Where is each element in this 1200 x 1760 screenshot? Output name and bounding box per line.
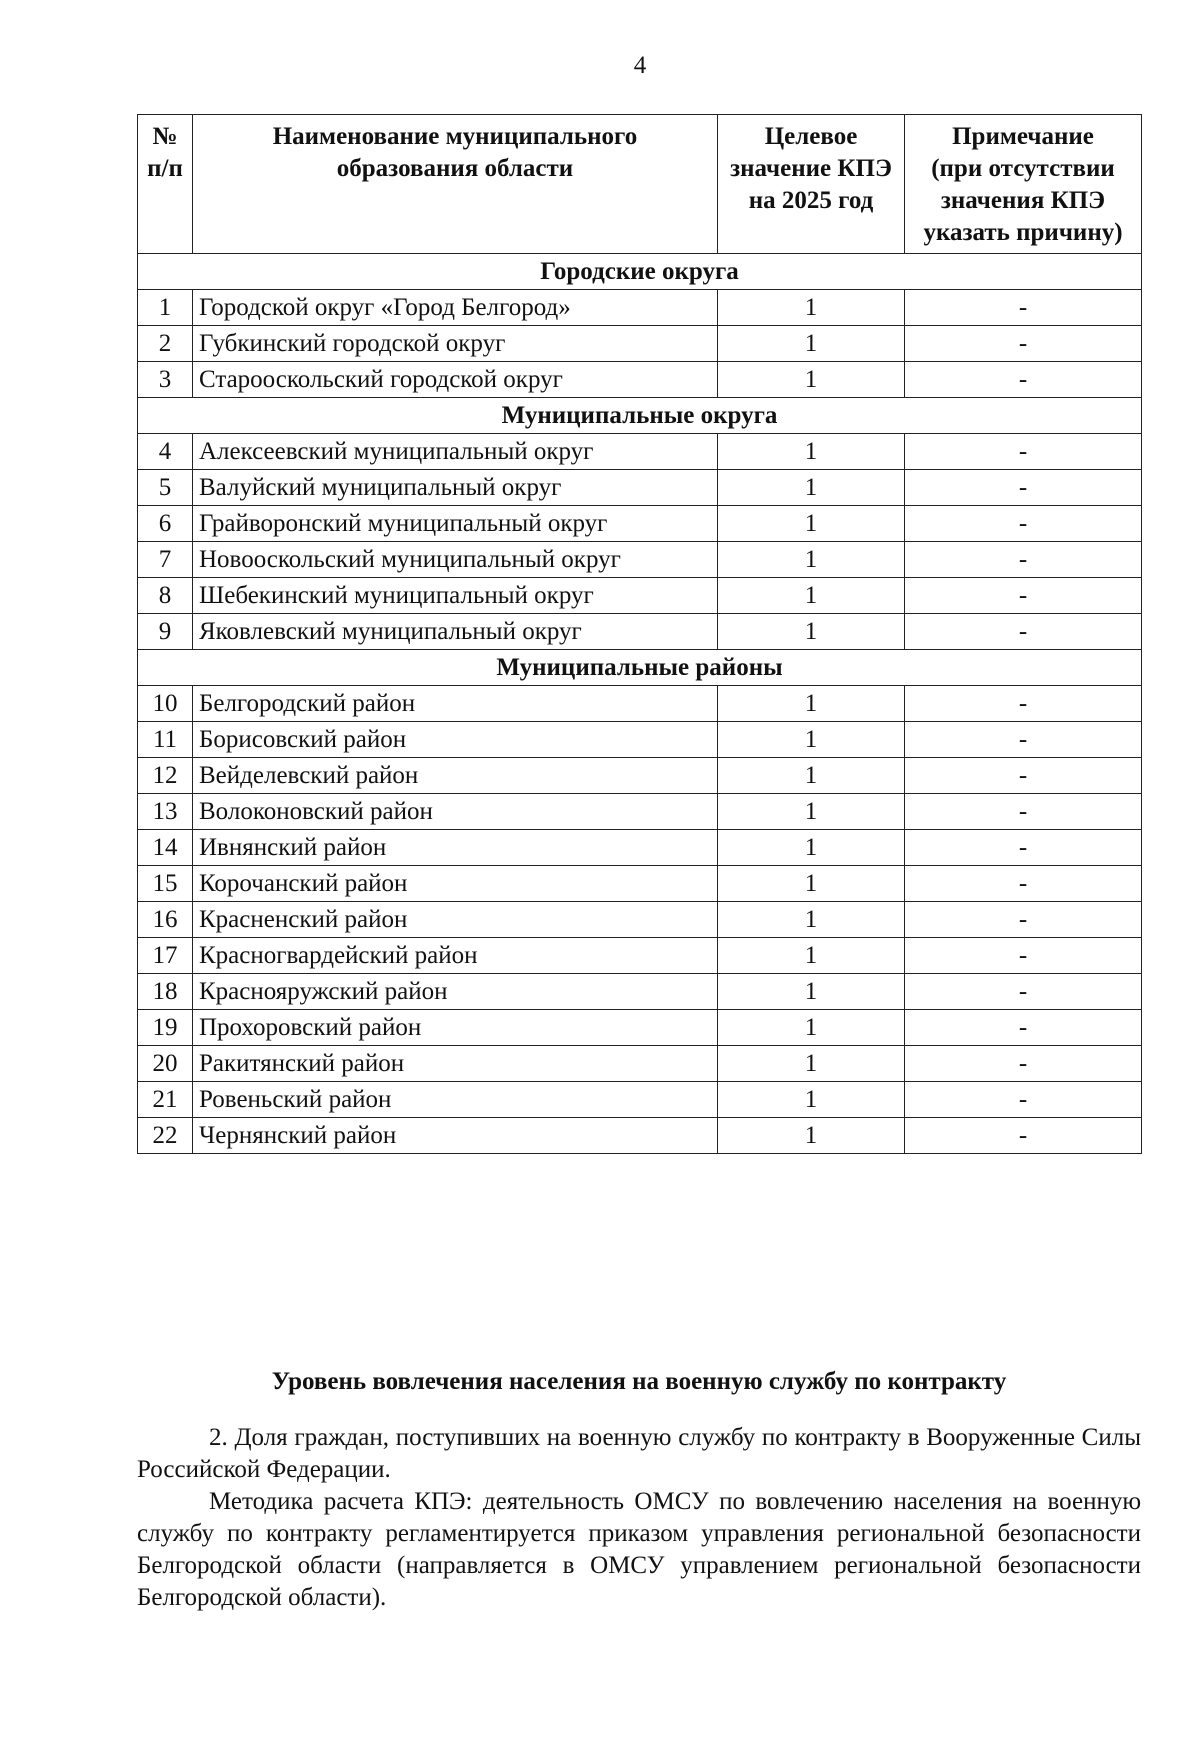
target-value: 1 xyxy=(718,470,905,506)
municipality-name: Новооскольский муниципальный округ xyxy=(193,542,718,578)
row-number: 16 xyxy=(138,902,193,938)
municipality-name: Белгородский район xyxy=(193,686,718,722)
target-value: 1 xyxy=(718,614,905,650)
paragraph-methodology: Методика расчета КПЭ: деятельность ОМСУ по вовлечению населения на военную службу по контракту регламентируется приказом управления региональной безопасности Белгородской области (направляется в ОМСУ управлением региональной безопасности Белгородской области). xyxy=(137,1488,1141,1611)
target-value: 1 xyxy=(718,794,905,830)
municipality-name: Корочанский район xyxy=(193,866,718,902)
target-value: 1 xyxy=(718,902,905,938)
row-note: - xyxy=(905,1118,1142,1154)
table-row xyxy=(138,902,1142,938)
row-number: 13 xyxy=(138,794,193,830)
row-number: 10 xyxy=(138,686,193,722)
row-note: - xyxy=(905,938,1142,974)
row-number: 18 xyxy=(138,974,193,1010)
table-row xyxy=(138,686,1142,722)
municipality-name: Ракитянский район xyxy=(193,1046,718,1082)
table-row xyxy=(138,290,1142,326)
municipality-name: Шебекинский муниципальный округ xyxy=(193,578,718,614)
municipality-name: Чернянский район xyxy=(193,1118,718,1154)
row-note: - xyxy=(905,1010,1142,1046)
target-value: 1 xyxy=(718,542,905,578)
target-value: 1 xyxy=(718,362,905,398)
header-name: Наименование муниципального образования области xyxy=(193,115,718,254)
target-value: 1 xyxy=(718,722,905,758)
row-note: - xyxy=(905,290,1142,326)
row-note: - xyxy=(905,974,1142,1010)
table-row xyxy=(138,1118,1142,1154)
header-note xyxy=(905,115,1142,254)
row-note: - xyxy=(905,578,1142,614)
row-note: - xyxy=(905,902,1142,938)
row-number: 5 xyxy=(138,470,193,506)
section-title: Муниципальные районы xyxy=(138,650,1142,686)
table-row xyxy=(138,614,1142,650)
row-number: 3 xyxy=(138,362,193,398)
target-value: 1 xyxy=(718,434,905,470)
municipality-name: Краснояружский район xyxy=(193,974,718,1010)
target-value: 1 xyxy=(718,578,905,614)
table-row xyxy=(138,1082,1142,1118)
table-section-row xyxy=(138,254,1142,290)
table-row xyxy=(138,326,1142,362)
municipality-name: Старооскольский городской округ xyxy=(193,362,718,398)
target-value: 1 xyxy=(718,1010,905,1046)
row-number: 7 xyxy=(138,542,193,578)
target-value: 1 xyxy=(718,326,905,362)
table-section-row xyxy=(138,650,1142,686)
header-target: Целевое значение КПЭ на 2025 год xyxy=(718,115,905,254)
row-number: 15 xyxy=(138,866,193,902)
row-number: 4 xyxy=(138,434,193,470)
target-value: 1 xyxy=(718,938,905,974)
row-number: 9 xyxy=(138,614,193,650)
table-body xyxy=(138,254,1142,1154)
header-note-subtitle: (при отсутствии значения КПЭ указать причину) xyxy=(923,155,1123,246)
table-row xyxy=(138,1010,1142,1046)
municipality-name: Губкинский городской округ xyxy=(193,326,718,362)
header-num: № п/п xyxy=(138,115,193,254)
page-number: 4 xyxy=(633,52,647,79)
municipality-name: Грайворонский муниципальный округ xyxy=(193,506,718,542)
row-number: 2 xyxy=(138,326,193,362)
target-value: 1 xyxy=(718,866,905,902)
target-value: 1 xyxy=(718,290,905,326)
row-number: 21 xyxy=(138,1082,193,1118)
row-number: 19 xyxy=(138,1010,193,1046)
table-row xyxy=(138,974,1142,1010)
municipality-name: Вейделевский район xyxy=(193,758,718,794)
target-value: 1 xyxy=(718,1046,905,1082)
table-row xyxy=(138,578,1142,614)
table-row xyxy=(138,794,1142,830)
row-note: - xyxy=(905,794,1142,830)
row-note: - xyxy=(905,686,1142,722)
row-number: 22 xyxy=(138,1118,193,1154)
header-note-title: Примечание xyxy=(952,123,1094,150)
table-row xyxy=(138,830,1142,866)
table-row xyxy=(138,722,1142,758)
target-value: 1 xyxy=(718,506,905,542)
municipality-name: Алексеевский муниципальный округ xyxy=(193,434,718,470)
row-number: 20 xyxy=(138,1046,193,1082)
row-number: 12 xyxy=(138,758,193,794)
municipality-name: Городской округ «Город Белгород» xyxy=(193,290,718,326)
row-note: - xyxy=(905,326,1142,362)
section-title: Муниципальные округа xyxy=(138,398,1142,434)
row-note: - xyxy=(905,542,1142,578)
table-row xyxy=(138,938,1142,974)
row-note: - xyxy=(905,758,1142,794)
municipality-name: Ивнянский район xyxy=(193,830,718,866)
target-value: 1 xyxy=(718,1082,905,1118)
row-number: 17 xyxy=(138,938,193,974)
row-number: 14 xyxy=(138,830,193,866)
section-title: Городские округа xyxy=(138,254,1142,290)
row-number: 8 xyxy=(138,578,193,614)
target-value: 1 xyxy=(718,830,905,866)
row-note: - xyxy=(905,830,1142,866)
row-number: 11 xyxy=(138,722,193,758)
municipality-name: Валуйский муниципальный округ xyxy=(193,470,718,506)
row-note: - xyxy=(905,722,1142,758)
paragraph-indicator: 2. Доля граждан, поступивших на военную службу по контракту в Вооруженные Силы Российской Федерации. xyxy=(137,1424,1141,1483)
row-note: - xyxy=(905,434,1142,470)
table-row xyxy=(138,758,1142,794)
row-note: - xyxy=(905,506,1142,542)
row-note: - xyxy=(905,866,1142,902)
municipality-name: Красногвардейский район xyxy=(193,938,718,974)
row-note: - xyxy=(905,1082,1142,1118)
target-value: 1 xyxy=(718,974,905,1010)
row-note: - xyxy=(905,1046,1142,1082)
table-row xyxy=(138,506,1142,542)
municipality-name: Ровеньский район xyxy=(193,1082,718,1118)
municipality-name: Волоконовский район xyxy=(193,794,718,830)
target-value: 1 xyxy=(718,758,905,794)
row-number: 6 xyxy=(138,506,193,542)
table-row xyxy=(138,470,1142,506)
municipality-name: Яковлевский муниципальный округ xyxy=(193,614,718,650)
target-value: 1 xyxy=(718,1118,905,1154)
table-row xyxy=(138,362,1142,398)
table-header-row xyxy=(138,115,1142,254)
table-section-row xyxy=(138,398,1142,434)
table-row xyxy=(138,542,1142,578)
municipality-name: Борисовский район xyxy=(193,722,718,758)
municipality-name: Красненский район xyxy=(193,902,718,938)
row-note: - xyxy=(905,362,1142,398)
target-value: 1 xyxy=(718,686,905,722)
row-note: - xyxy=(905,470,1142,506)
row-number: 1 xyxy=(138,290,193,326)
row-note: - xyxy=(905,614,1142,650)
table-row xyxy=(138,434,1142,470)
municipality-name: Прохоровский район xyxy=(193,1010,718,1046)
kpi-table xyxy=(137,114,1142,1154)
section-heading: Уровень вовлечения населения на военную службу по контракту xyxy=(271,1368,1007,1395)
table-row xyxy=(138,866,1142,902)
table-row xyxy=(138,1046,1142,1082)
